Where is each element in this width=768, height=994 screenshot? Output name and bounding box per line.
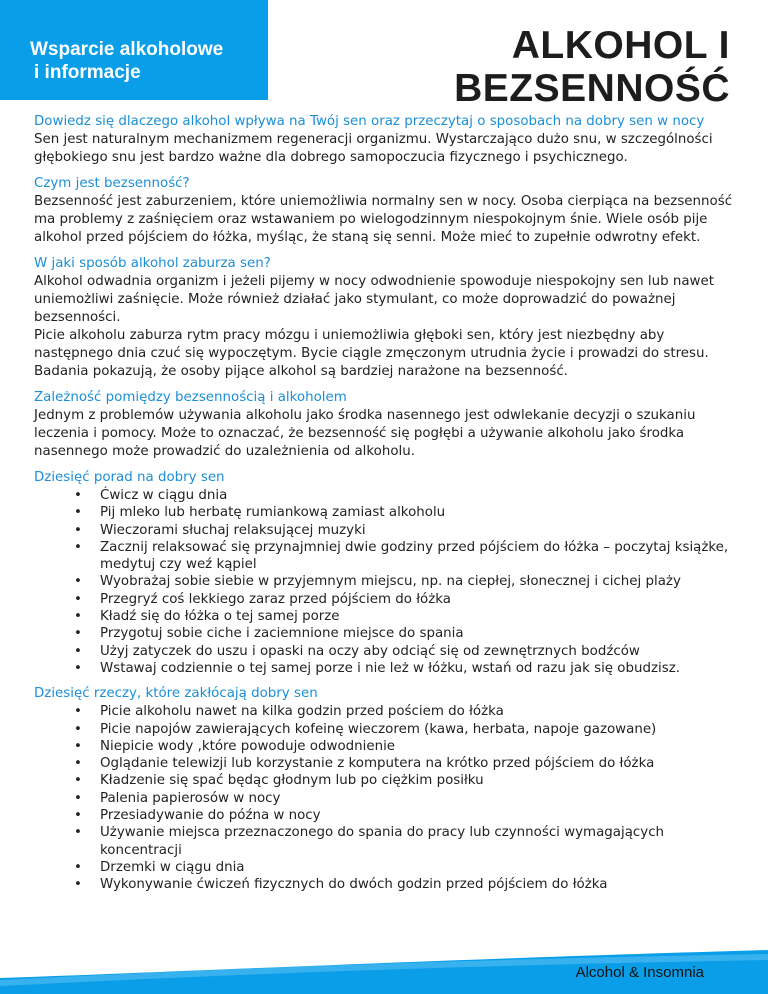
intro-text: Sen jest naturalnym mechanizmem regeneracji organizmu. Wystarczająco dużo snu, w szczególności głębokiego snu jest bardzo ważne dla dobrego samopoczucia fizycznego i psychicznego. xyxy=(34,132,713,165)
section-heading: W jaki sposób alkohol zaburza sen? xyxy=(34,256,271,271)
disruptors-section xyxy=(34,685,734,893)
list-item: • Przesiadywanie do późna w nocy xyxy=(74,807,734,824)
intro-section xyxy=(34,113,734,167)
list-item: • Kładzenie się spać będąc głodnym lub po ciężkim posiłku xyxy=(74,772,734,789)
badge-line-1: Wsparcie alkoholowe xyxy=(30,39,224,60)
list-item: • Palenia papierosów w nocy xyxy=(74,790,734,807)
list-item: • Zacznij relaksować się przynajmniej dwie godziny przed pójściem do łóżka – poczytaj książke, medytuj czy weź kąpiel xyxy=(74,539,734,574)
list-item: • Drzemki w ciągu dnia xyxy=(74,859,734,876)
section-text: Jednym z problemów używania alkoholu jako środka nasennego jest odwlekanie decyzji o szukaniu leczenia i pomocy. Może to oznaczać, że bezsenność się pogłębi a używanie alkoholu jako środka nasennego może prowadzić do uzależnienia od alkoholu. xyxy=(34,408,696,459)
badge-line-2: i informacje xyxy=(34,62,141,83)
list-item: • Użyj zatyczek do uszu i opaski na oczy aby odciąć się od zewnętrznych bodźców xyxy=(74,643,734,660)
section-text: Picie alkoholu zaburza rytm pracy mózgu i uniemożliwia głęboki sen, który jest niezbędny aby następnego dnia czuć się wypoczętym. Bycie ciągle zmęczonym utrudnia życie i prowadzi do stresu. Badania pokazują, że osoby pijące alkohol są bardziej narażone na bezsenność. xyxy=(34,328,709,379)
list-item: • Kładź się do łóżka o tej samej porze xyxy=(74,608,734,625)
relationship-section xyxy=(34,389,734,461)
list-item: • Wyobrażaj sobie siebie w przyjemnym miejscu, np. na ciepłej, słonecznej i cichej plaży xyxy=(74,573,734,590)
section-text: Bezsenność jest zaburzeniem, które uniemożliwia normalny sen w nocy. Osoba cierpiąca na bezsenność ma problemy z zaśnięciem oraz wstawaniem po wielogodzinnym niespokojnym śnie. Wiele osób pije alkohol przed pójściem do łóżka, myśląc, że staną się senni. Może mieć to zupełnie odwrotny efekt. xyxy=(34,194,733,245)
list-item: • Niepicie wody ,które powoduje odwodnienie xyxy=(74,738,734,755)
page-title xyxy=(454,24,730,110)
disruptors-list xyxy=(74,703,734,893)
list-item: • Wykonywanie ćwiczeń fizycznych do dwóch godzin przed pójściem do łóżka xyxy=(74,876,734,893)
list-item: • Przegryź coś lekkiego zaraz przed pójściem do łóżka xyxy=(74,591,734,608)
list-item: • Pij mleko lub herbatę rumiankową zamiast alkoholu xyxy=(74,504,734,521)
title-line-1: ALKOHOL I xyxy=(511,24,730,67)
list-item: • Oglądanie telewizji lub korzystanie z komputera na krótko przed pójściem do łóżka xyxy=(74,755,734,772)
list-item: • Przygotuj sobie ciche i zaciemnione miejsce do spania xyxy=(74,625,734,642)
list-item: • Picie napojów zawierających kofeinę wieczorem (kawa, herbata, napoje gazowane) xyxy=(74,721,734,738)
disruptors-heading: Dziesięć rzeczy, które zakłócają dobry sen xyxy=(34,686,318,702)
footer-band xyxy=(0,944,768,994)
section-heading: Czym jest bezsenność? xyxy=(34,176,190,191)
intro-heading: Dowiedz się dlaczego alkohol wpływa na Twój sen oraz przeczytaj o sposobach na dobry sen w nocy xyxy=(34,114,705,129)
document-body xyxy=(34,113,734,902)
tips-list xyxy=(74,487,734,677)
insomnia-definition-section xyxy=(34,175,734,247)
list-item: • Wieczorami słuchaj relaksującej muzyki xyxy=(74,522,734,539)
section-text: Alkohol odwadnia organizm i jeżeli pijemy w nocy odwodnienie spowoduje niespokojny sen lub nawet uniemożliwi zaśnięcie. Może również działać jako stymulant, co może doprowadzić do poważnej bezsenności. xyxy=(34,274,714,325)
footer-label: Alcohol & Insomnia xyxy=(575,964,704,981)
list-item: • Używanie miejsca przeznaczonego do spania do pracy lub czynności wymagających koncentracji xyxy=(74,824,734,859)
header-badge xyxy=(0,0,268,100)
alcohol-disrupts-sleep-section xyxy=(34,255,734,381)
tips-section xyxy=(34,469,734,677)
section-heading: Zależność pomiędzy bezsennością i alkoholem xyxy=(34,390,347,405)
tips-heading: Dziesięć porad na dobry sen xyxy=(34,470,225,485)
list-item: • Ćwicz w ciągu dnia xyxy=(74,487,734,504)
title-line-2: BEZSENNOŚĆ xyxy=(454,67,730,110)
list-item: • Wstawaj codziennie o tej samej porze i nie leż w łóżku, wstań od razu jak się obudzisz. xyxy=(74,660,734,677)
list-item: • Picie alkoholu nawet na kilka godzin przed pościem do łóżka xyxy=(74,703,734,720)
